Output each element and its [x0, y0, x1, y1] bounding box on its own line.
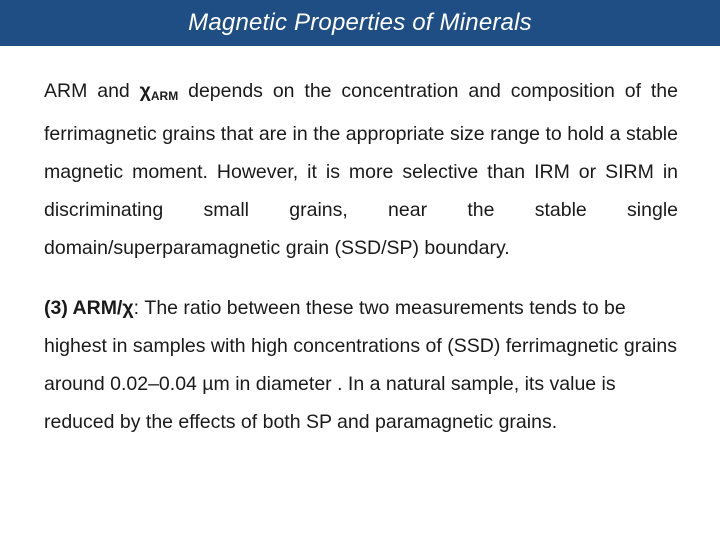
ratio-colon: :	[133, 297, 139, 319]
slide-title: Magnetic Properties of Minerals	[188, 9, 532, 36]
chi-symbol: χ	[139, 80, 151, 102]
title-bar	[0, 0, 720, 46]
paragraph-arm-rest: depends on the concentration and composition of the ferrimagnetic grains that are in the appropriate size range to hold a stable magnetic moment. However, it is more selective than IRM or SIRM in discriminating small grains, near the stable single domain/superparamagnetic grain (SSD/SP) boundary.	[44, 80, 678, 259]
ratio-text: The ratio between these two measurements tends to be highest in samples with high concentrations of (SSD) ferrimagnetic grains around 0.02–0.04 µm in diameter . In a natural sample, its value is reduced by the effects of both SP and paramagnetic grains.	[44, 297, 677, 433]
paragraph-arm-chi-ratio	[44, 289, 678, 441]
chi-subscript: ARM	[150, 89, 179, 103]
paragraph-arm-start: ARM and	[44, 80, 140, 102]
paragraph-arm	[44, 72, 678, 267]
slide-body	[44, 72, 678, 441]
ratio-label: (3) ARM/χ	[44, 297, 134, 319]
